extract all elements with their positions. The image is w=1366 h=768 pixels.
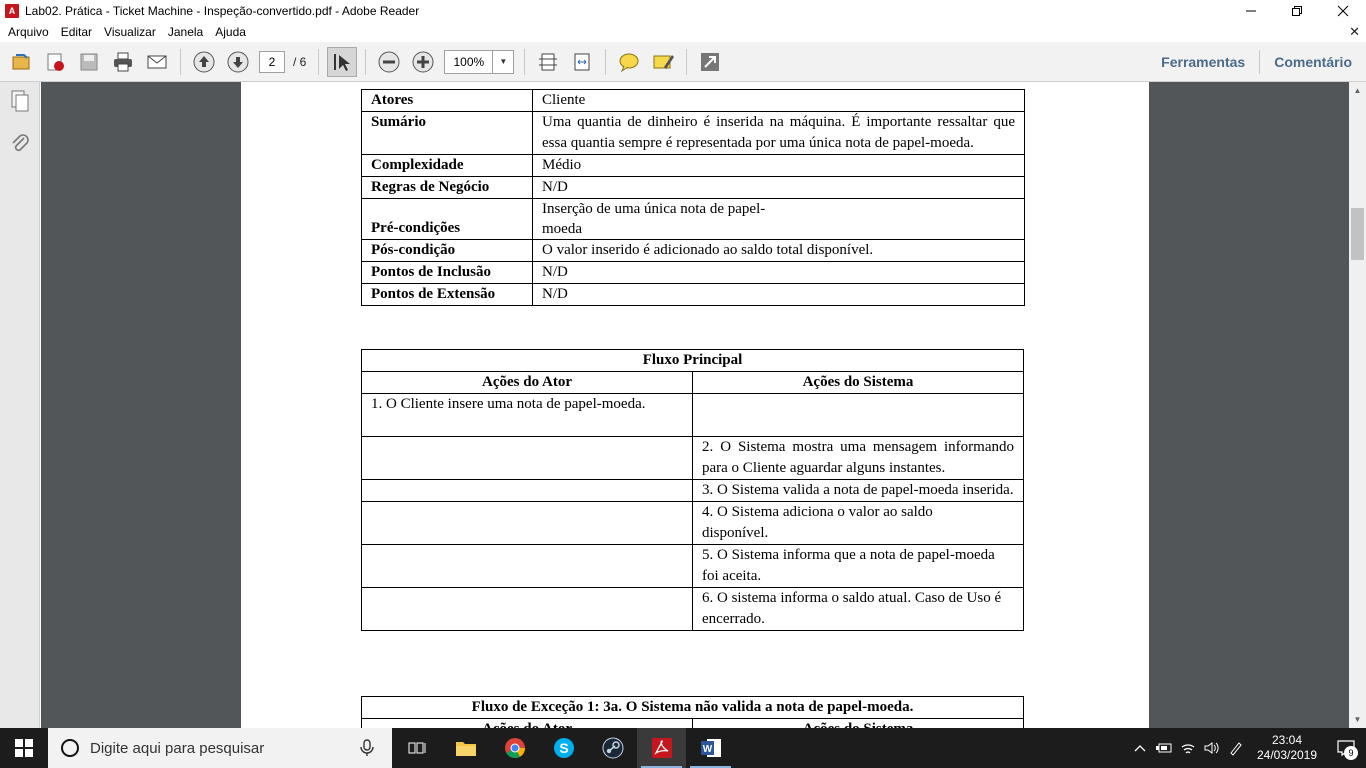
toolbar-separator bbox=[524, 49, 525, 75]
table-row bbox=[362, 588, 1024, 631]
page-total: / 6 bbox=[293, 54, 307, 69]
table-row bbox=[362, 240, 1025, 262]
select-tool-button[interactable] bbox=[327, 47, 357, 77]
menu-ajuda[interactable]: Ajuda bbox=[215, 25, 246, 39]
table-row bbox=[362, 155, 1025, 177]
vertical-scrollbar[interactable] bbox=[1349, 82, 1366, 728]
chevron-up-icon bbox=[1134, 743, 1146, 753]
system-tray bbox=[1128, 728, 1366, 768]
actor-step: 1. O Cliente insere uma nota de papel-moeda. bbox=[362, 394, 693, 437]
table-row bbox=[362, 480, 1024, 502]
actor-step bbox=[362, 437, 693, 480]
create-pdf-button[interactable] bbox=[40, 47, 70, 77]
navigation-pane bbox=[0, 82, 40, 728]
close-document-icon[interactable]: ✕ bbox=[1349, 24, 1360, 39]
highlight-button[interactable] bbox=[648, 47, 678, 77]
open-button[interactable] bbox=[6, 47, 36, 77]
attachments-button[interactable] bbox=[8, 132, 32, 156]
plus-circle-icon bbox=[411, 50, 435, 74]
printer-icon bbox=[112, 51, 134, 73]
table-row bbox=[362, 372, 1024, 394]
exception-flow-title: Fluxo de Exceção 1: 3a. O Sistema não valida a nota de papel-moeda. bbox=[362, 697, 1024, 719]
table-row bbox=[362, 502, 1024, 545]
restore-button[interactable] bbox=[1274, 0, 1320, 22]
system-column-header: Ações do Sistema bbox=[693, 372, 1024, 394]
scroll-down-icon[interactable]: ▼ bbox=[1353, 715, 1362, 724]
minimize-icon bbox=[1246, 6, 1256, 16]
start-button[interactable] bbox=[0, 728, 48, 768]
system-step: 4. O Sistema adiciona o valor ao saldo disponível. bbox=[693, 502, 1024, 545]
previous-page-button[interactable] bbox=[189, 47, 219, 77]
volume-button[interactable] bbox=[1200, 728, 1224, 768]
table-row bbox=[362, 350, 1024, 372]
table-row bbox=[362, 177, 1025, 199]
word-button[interactable] bbox=[686, 728, 735, 768]
next-page-button[interactable] bbox=[223, 47, 253, 77]
actor-step bbox=[362, 502, 693, 545]
table-row bbox=[362, 394, 1024, 437]
system-step: 5. O Sistema informa que a nota de papel-moeda foi aceita. bbox=[693, 545, 1024, 588]
system-step bbox=[693, 394, 1024, 437]
open-folder-icon bbox=[10, 51, 32, 73]
window-title: Lab02. Prática - Ticket Machine - Inspeção-convertido.pdf - Adobe Reader bbox=[25, 4, 420, 18]
main-flow-title: Fluxo Principal bbox=[362, 350, 1024, 372]
actor-step bbox=[362, 588, 693, 631]
system-step: 6. O sistema informa o saldo atual. Caso de Uso é encerrado. bbox=[693, 588, 1024, 631]
expand-arrows-icon bbox=[699, 51, 721, 73]
table-key: Pontos de Inclusão bbox=[362, 262, 533, 284]
table-row bbox=[362, 90, 1025, 112]
svg-text:W: W bbox=[702, 744, 712, 755]
restore-icon bbox=[1292, 6, 1302, 16]
windows-logo-icon bbox=[15, 739, 33, 757]
save-button[interactable] bbox=[74, 47, 104, 77]
adobe-reader-taskbar-button[interactable] bbox=[637, 728, 686, 768]
zoom-out-button[interactable] bbox=[374, 47, 404, 77]
notification-badge: 9 bbox=[1344, 746, 1358, 760]
chrome-icon bbox=[504, 737, 526, 759]
pdf-page bbox=[241, 82, 1149, 728]
save-icon bbox=[78, 51, 100, 73]
menu-arquivo[interactable]: Arquivo bbox=[8, 25, 49, 39]
table-value: Inserção de uma única nota de papel-moeda bbox=[533, 199, 1025, 240]
table-value: O valor inserido é adicionado ao saldo total disponível. bbox=[533, 240, 1025, 262]
wifi-icon bbox=[1180, 741, 1196, 755]
network-button[interactable] bbox=[1176, 728, 1200, 768]
print-button[interactable] bbox=[108, 47, 138, 77]
zoom-select[interactable] bbox=[444, 50, 514, 74]
file-explorer-button[interactable] bbox=[441, 728, 490, 768]
fit-width-button[interactable] bbox=[567, 47, 597, 77]
skype-button[interactable] bbox=[539, 728, 588, 768]
toolbar-separator bbox=[180, 49, 181, 75]
table-value: N/D bbox=[533, 262, 1025, 284]
steam-icon bbox=[602, 737, 624, 759]
adobe-reader-icon: A bbox=[5, 4, 19, 18]
toolbar-separator bbox=[365, 49, 366, 75]
menu-bar bbox=[0, 22, 1366, 42]
actor-step bbox=[362, 480, 693, 502]
scroll-up-icon[interactable]: ▲ bbox=[1353, 86, 1362, 95]
table-value: N/D bbox=[533, 284, 1025, 306]
battery-icon bbox=[1156, 742, 1172, 754]
table-key: Sumário bbox=[362, 112, 533, 155]
toolbar-separator bbox=[686, 49, 687, 75]
use-case-table bbox=[361, 89, 1025, 306]
zoom-in-button[interactable] bbox=[408, 47, 438, 77]
chrome-button[interactable] bbox=[490, 728, 539, 768]
menu-editar[interactable]: Editar bbox=[60, 25, 93, 39]
arrow-down-circle-icon bbox=[226, 50, 250, 74]
taskbar bbox=[0, 728, 1366, 768]
page-thumbnails-button[interactable] bbox=[8, 89, 32, 113]
menu-visualizar[interactable]: Visualizar bbox=[104, 25, 156, 39]
arrow-up-circle-icon bbox=[192, 50, 216, 74]
table-value: N/D bbox=[533, 177, 1025, 199]
table-row bbox=[362, 437, 1024, 480]
system-step: 3. O Sistema valida a nota de papel-moeda inserida. bbox=[693, 480, 1024, 502]
table-key: Complexidade bbox=[362, 155, 533, 177]
zoom-value: 100% bbox=[445, 51, 493, 73]
table-row bbox=[362, 697, 1024, 719]
paperclip-icon bbox=[10, 133, 30, 155]
task-view-button[interactable] bbox=[392, 728, 441, 768]
fit-page-icon bbox=[537, 51, 559, 73]
microphone-icon[interactable] bbox=[360, 739, 374, 757]
document-viewport[interactable] bbox=[41, 82, 1349, 728]
table-value: Médio bbox=[533, 155, 1025, 177]
page-number-input[interactable]: 2 bbox=[259, 51, 285, 73]
clock-date: 24/03/2019 bbox=[1256, 748, 1318, 762]
close-button[interactable] bbox=[1320, 0, 1366, 22]
minimize-button[interactable] bbox=[1228, 0, 1274, 22]
skype-icon bbox=[553, 737, 575, 759]
table-row bbox=[362, 112, 1025, 155]
title-bar bbox=[0, 0, 1366, 22]
battery-button[interactable] bbox=[1152, 728, 1176, 768]
toolbar bbox=[0, 42, 1366, 82]
pen-workspace-button[interactable] bbox=[1224, 728, 1248, 768]
expand-button[interactable] bbox=[695, 47, 725, 77]
table-key: Pontos de Extensão bbox=[362, 284, 533, 306]
comment-bubble-icon bbox=[618, 51, 640, 73]
show-hidden-icons-button[interactable] bbox=[1128, 728, 1152, 768]
create-pdf-icon bbox=[44, 51, 66, 73]
email-button[interactable] bbox=[142, 47, 172, 77]
table-row bbox=[362, 262, 1025, 284]
pages-icon bbox=[10, 90, 30, 112]
actor-column-header: Ações do Ator bbox=[362, 372, 693, 394]
table-key: Regras de Negócio bbox=[362, 177, 533, 199]
folder-icon bbox=[455, 739, 477, 757]
table-row bbox=[362, 199, 1025, 240]
email-icon bbox=[146, 51, 168, 73]
table-key: Pós-condição bbox=[362, 240, 533, 262]
table-value: Cliente bbox=[533, 90, 1025, 112]
system-step: 2. O Sistema mostra uma mensagem informando para o Cliente aguardar alguns instantes. bbox=[693, 437, 1024, 480]
close-icon bbox=[1338, 6, 1348, 16]
steam-button[interactable] bbox=[588, 728, 637, 768]
cursor-select-icon bbox=[331, 51, 353, 73]
comment-pane-button[interactable]: Comentário bbox=[1274, 54, 1352, 70]
fit-width-icon bbox=[571, 51, 593, 73]
table-key: Atores bbox=[362, 90, 533, 112]
cortana-circle-icon bbox=[60, 738, 80, 758]
table-value: Uma quantia de dinheiro é inserida na máquina. É importante ressaltar que essa quantia sempre é representada por uma única nota de papel-moeda. bbox=[533, 112, 1025, 155]
table-row bbox=[362, 284, 1025, 306]
toolbar-separator bbox=[318, 49, 319, 75]
tools-pane-button[interactable]: Ferramentas bbox=[1161, 54, 1246, 70]
task-view-icon bbox=[408, 740, 426, 756]
scrollbar-thumb[interactable] bbox=[1351, 208, 1364, 260]
word-icon bbox=[700, 737, 722, 759]
main-flow-table bbox=[361, 349, 1024, 631]
table-key: Pré-condições bbox=[362, 199, 533, 240]
svg-text:S: S bbox=[558, 740, 569, 756]
speaker-icon bbox=[1204, 741, 1220, 755]
menu-janela[interactable]: Janela bbox=[167, 25, 204, 39]
search-placeholder: Digite aqui para pesquisar bbox=[90, 739, 265, 757]
taskbar-search-input[interactable] bbox=[48, 728, 392, 768]
highlighter-icon bbox=[652, 51, 674, 73]
table-row bbox=[362, 545, 1024, 588]
actor-step bbox=[362, 545, 693, 588]
chevron-down-icon: ▼ bbox=[499, 57, 508, 66]
clock[interactable] bbox=[1248, 733, 1326, 763]
action-center-button[interactable] bbox=[1326, 728, 1366, 768]
adobe-reader-icon bbox=[651, 737, 673, 759]
pen-icon bbox=[1228, 740, 1244, 756]
fit-page-button[interactable] bbox=[533, 47, 563, 77]
minus-circle-icon bbox=[377, 50, 401, 74]
toolbar-separator bbox=[605, 49, 606, 75]
sticky-note-button[interactable] bbox=[614, 47, 644, 77]
clock-time: 23:04 bbox=[1271, 733, 1303, 747]
